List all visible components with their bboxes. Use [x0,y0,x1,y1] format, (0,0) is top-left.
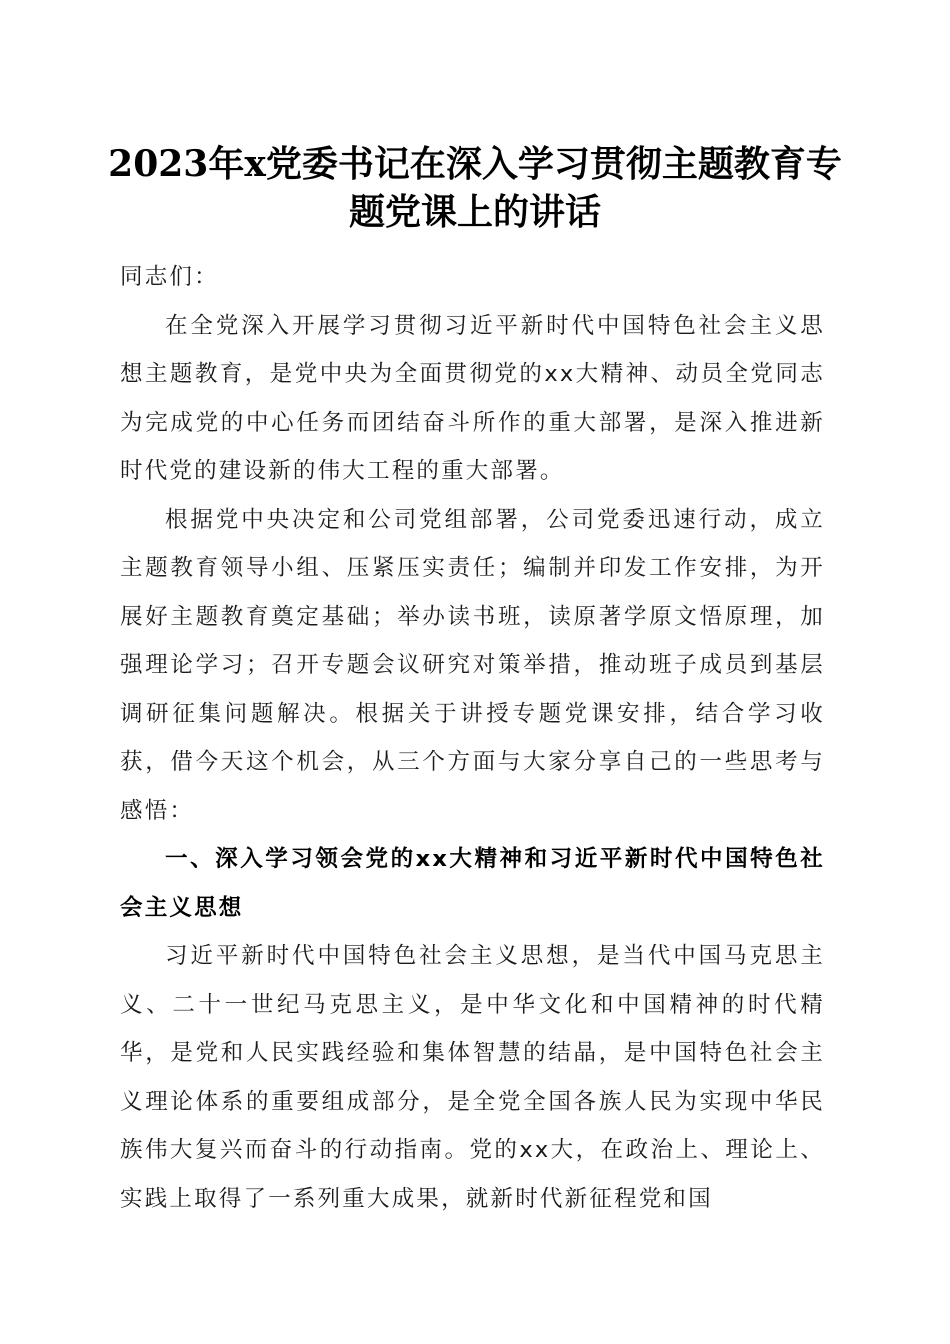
paragraph-intro: 在全党深入开展学习贯彻习近平新时代中国特色社会主义思想主题教育，是党中央为全面贯彻党的xx大精神、动员全党同志为完成党的中心任务而团结奋斗所作的重大部署，是深入推进新时代党的建设新的伟大工程的重大部署。 [120,312,825,484]
section-1-paragraph: 习近平新时代中国特色社会主义思想，是当代中国马克思主义、二十一世纪马克思主义，是中华文化和中国精神的时代精华，是党和人民实践经验和集体智慧的结晶，是中国特色社会主义理论体系的重要组成部分，是全党全国各族人民为实现中华民族伟大复兴而奋斗的行动指南。党的xx大，在政治上、理论上、实践上取得了一系列重大成果，就新时代新征程党和国 [120,943,825,1212]
document-title: 2023年x党委书记在深入学习贯彻主题教育专题党课上的讲话 [108,143,842,233]
section-1-heading: 一、深入学习领会党的xx大精神和习近平新时代中国特色社会主义思想 [120,846,825,921]
document-body [120,253,825,1223]
salutation: 同志们： [120,264,219,290]
paragraph-actions: 根据党中央决定和公司党组部署，公司党委迅速行动，成立主题教育领导小组、压紧压实责任；编制并印发工作安排，为开展好主题教育奠定基础；举办读书班，读原著学原文悟原理，加强理论学习；召开专题会议研究对策举措，推动班子成员到基层调研征集问题解决。根据关于讲授专题党课安排，结合学习收获，借今天这个机会，从三个方面与大家分享自己的一些思考与感悟： [120,506,825,824]
